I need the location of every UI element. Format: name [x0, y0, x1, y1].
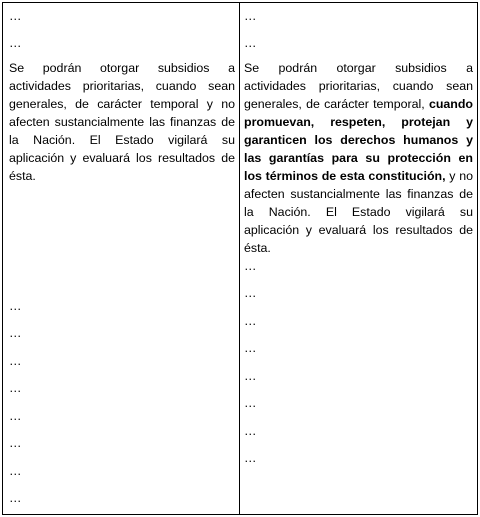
ellipsis: …	[244, 9, 257, 23]
right-column	[240, 3, 477, 514]
ellipsis: …	[9, 9, 22, 23]
ellipsis: …	[244, 259, 257, 273]
ellipsis: …	[9, 381, 22, 395]
ellipsis: …	[9, 299, 22, 313]
paragraph-text: Se podrán otorgar subsidios a actividades prioritarias, cuando sean generales, de carácter temporal,	[244, 61, 473, 111]
ellipsis: …	[244, 286, 257, 300]
left-column	[3, 3, 240, 514]
paragraph-amendment-bold: cuando promuevan, respeten, protejan y garanticen los derechos humanos y las garantías para su protección en los términos de esta constitución,	[244, 97, 473, 183]
ellipsis: …	[9, 436, 22, 450]
paragraph-text: y no afecten sustancialmente las finanzas de la Nación. El Estado vigilará su aplicación y evaluará los resultados de ésta.	[244, 169, 473, 255]
comparison-table	[2, 2, 478, 515]
ellipsis: …	[9, 354, 22, 368]
ellipsis: …	[244, 36, 257, 50]
left-paragraph: Se podrán otorgar subsidios a actividades prioritarias, cuando sean generales, de carácter temporal y no afecten sustancialmente las finanzas de la Nación. El Estado vigilará su aplicación y evaluará los resultados de ésta.	[9, 61, 235, 183]
ellipsis: …	[244, 396, 257, 410]
ellipsis: …	[244, 424, 257, 438]
ellipsis: …	[9, 491, 22, 505]
ellipsis: …	[244, 369, 257, 383]
ellipsis: …	[244, 341, 257, 355]
ellipsis: …	[9, 326, 22, 340]
ellipsis: …	[244, 451, 257, 465]
ellipsis: …	[9, 36, 22, 50]
ellipsis: …	[9, 409, 22, 423]
right-paragraph	[244, 59, 473, 257]
ellipsis: …	[9, 464, 22, 478]
ellipsis: …	[244, 314, 257, 328]
